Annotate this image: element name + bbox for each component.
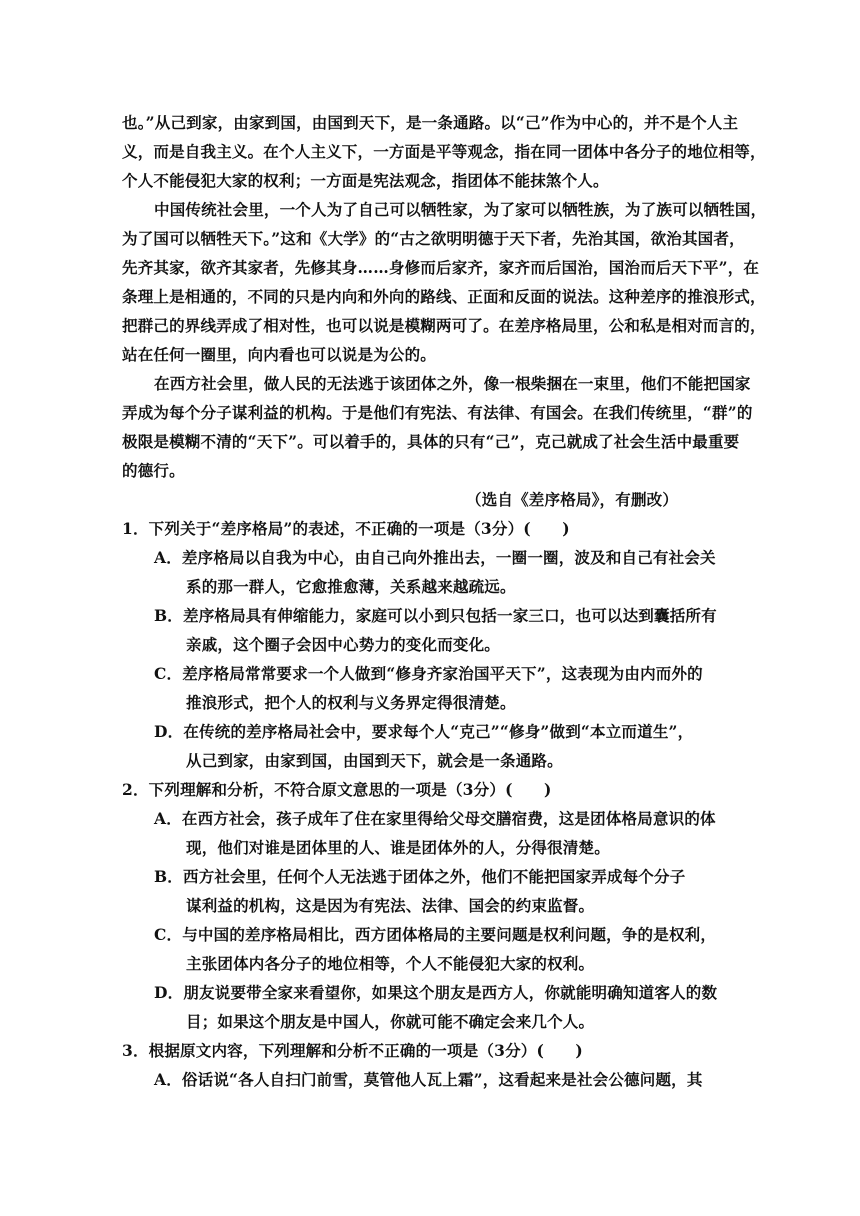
question-1-option-c-line-2: 推浪形式，把个人的权利与义务界定得很清楚。 <box>186 693 516 712</box>
passage-source: （选自《差序格局》，有删改） <box>466 490 679 509</box>
passage-p3-line-1: 在西方社会里，做人民的无法逃于该团体之外，像一根柴捆在一束里，他们不能把国家 <box>154 374 751 393</box>
passage-p2-line-1: 中国传统社会里，一个人为了自己可以牺牲家，为了家可以牺牲族，为了族可以牺牲国， <box>154 200 767 219</box>
question-1-option-a-line-1: A．差序格局以自我为中心，由自己向外推出去，一圈一圈，波及和自己有社会关 <box>154 548 716 567</box>
passage-p2-line-6: 站在任何一圈里，向内看也可以说是为公的。 <box>122 345 437 364</box>
question-1-option-a-line-2: 系的那一群人，它愈推愈薄，关系越来越疏远。 <box>186 577 516 596</box>
question-1-option-d-line-2: 从己到家，由家到国，由国到天下，就会是一条通路。 <box>186 751 563 770</box>
question-2-stem: 2．下列理解和分析，不符合原文意思的一项是（3分）( ) <box>122 780 552 799</box>
passage-p3-line-3: 极限是模糊不清的“天下”。可以着手的，具体的只有“己”，克己就成了社会生活中最重要 <box>122 432 740 451</box>
question-2-option-a-line-1: A．在西方社会，孩子成年了住在家里得给父母交膳宿费，这是团体格局意识的体 <box>154 809 716 828</box>
passage-p2-line-5: 把群己的界线弄成了相对性，也可以说是模糊两可了。在差序格局里，公和私是相对而言的， <box>122 316 766 335</box>
question-3-option-a-line-1: A．俗话说“各人自扫门前雪，莫管他人瓦上霜”，这看起来是社会公德问题，其 <box>154 1070 703 1089</box>
passage-p1-line-1: 也。”从己到家，由家到国，由国到天下，是一条通路。以“己”作为中心的，并不是个人主 <box>122 113 739 132</box>
question-1-option-b-line-2: 亲戚，这个圈子会因中心势力的变化而变化。 <box>186 635 501 654</box>
passage-p3-line-4: 的德行。 <box>122 461 185 480</box>
question-1-option-d-line-1: D．在传统的差序格局社会中，要求每个人“克己”“修身”做到“本立而道生”， <box>154 722 694 741</box>
passage-p2-line-3: 先齐其家，欲齐其家者，先修其身……身修而后家齐，家齐而后国治，国治而后天下平”，在 <box>122 258 760 277</box>
passage-p2-line-2: 为了国可以牺牲天下。”这和《大学》的“古之欲明明德于天下者，先治其国，欲治其国者， <box>122 229 745 248</box>
question-1-stem: 1．下列关于“差序格局”的表述，不正确的一项是（3分）( ) <box>122 519 570 538</box>
question-3-stem: 3．根据原文内容，下列理解和分析不正确的一项是（3分）( ) <box>122 1041 583 1060</box>
question-2-option-d-line-1: D．朋友说要带全家来看望你，如果这个朋友是西方人，你就能明确知道客人的数 <box>154 983 718 1002</box>
question-1-option-c-line-1: C．差序格局常常要求一个人做到“修身齐家治国平天下”，这表现为由内而外的 <box>154 664 703 683</box>
question-1-option-b-line-1: B．差序格局具有伸缩能力，家庭可以小到只包括一家三口，也可以达到囊括所有 <box>154 606 717 625</box>
passage-p1-line-2: 义，而是自我主义。在个人主义下，一方面是平等观念，指在同一团体中各分子的地位相等， <box>122 142 766 161</box>
question-2-option-c-line-1: C．与中国的差序格局相比，西方团体格局的主要问题是权利问题，争的是权利， <box>154 925 717 944</box>
question-2-option-d-line-2: 目；如果这个朋友是中国人，你就可能不确定会来几个人。 <box>186 1012 595 1031</box>
passage-p3-line-2: 弄成为每个分子谋利益的机构。于是他们有宪法、有法律、有国会。在我们传统里，“群”的 <box>122 403 753 422</box>
passage-p1-line-3: 个人不能侵犯大家的权利；一方面是宪法观念，指团体不能抹煞个人。 <box>122 171 609 190</box>
question-2-option-b-line-1: B．西方社会里，任何个人无法逃于团体之外，他们不能把国家弄成每个分子 <box>154 867 686 886</box>
question-2-option-b-line-2: 谋利益的机构，这是因为有宪法、法律、国会的约束监督。 <box>186 896 595 915</box>
question-2-option-c-line-2: 主张团体内各分子的地位相等，个人不能侵犯大家的权利。 <box>186 954 595 973</box>
question-2-option-a-line-2: 现，他们对谁是团体里的人、谁是团体外的人，分得很清楚。 <box>186 838 610 857</box>
passage-p2-line-4: 条理上是相通的，不同的只是内向和外向的路线、正面和反面的说法。这种差序的推浪形式， <box>122 287 766 306</box>
